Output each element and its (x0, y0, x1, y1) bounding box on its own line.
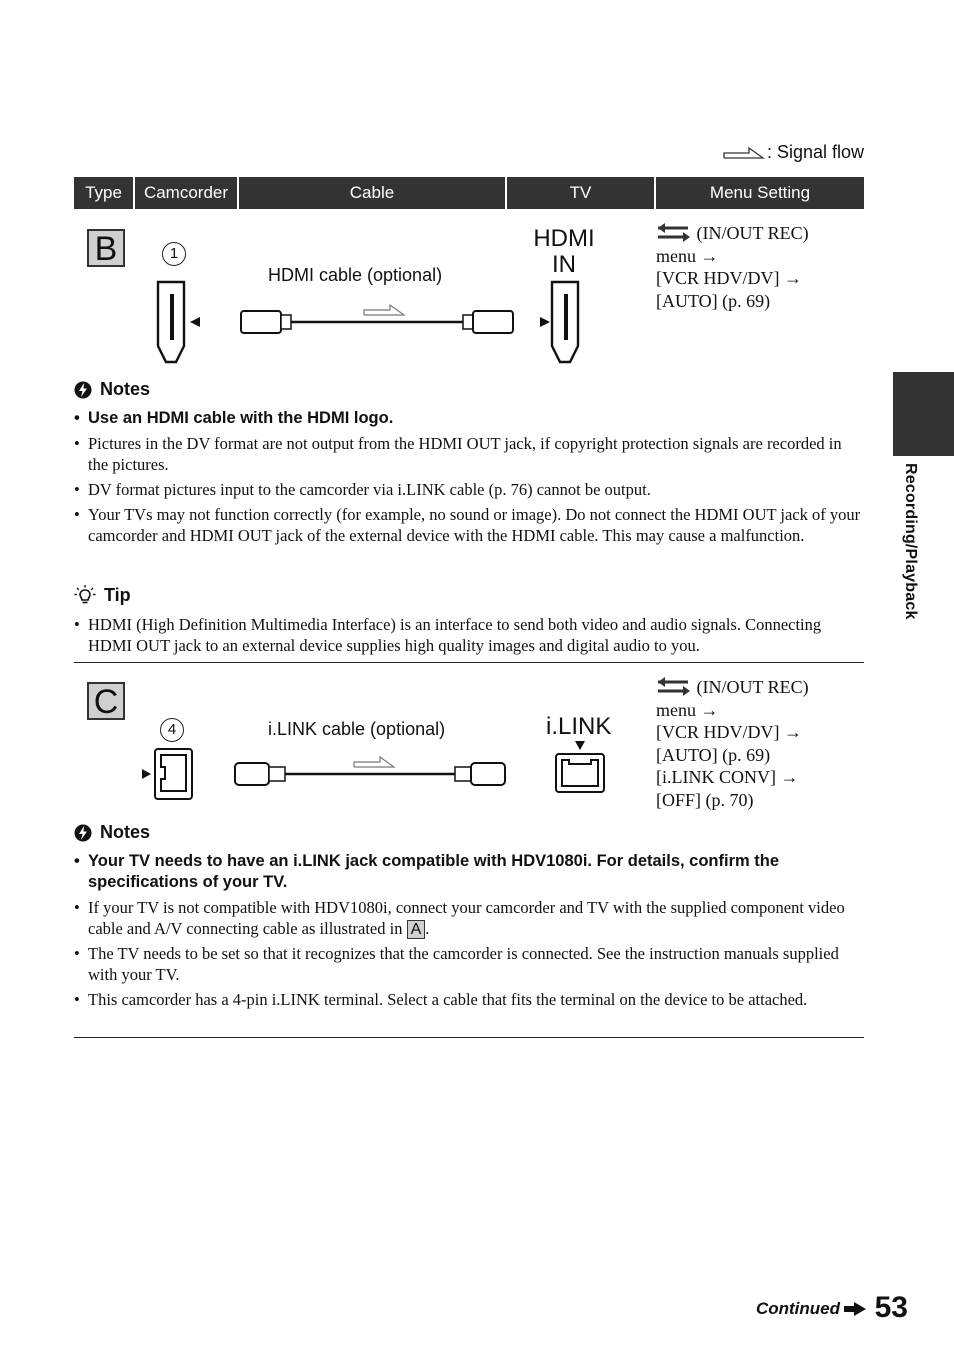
ilink-tv-label: i.LINK (546, 713, 612, 740)
notes-b (74, 379, 864, 550)
ilink-tv-jack-icon (552, 740, 608, 796)
signal-flow-label: : Signal flow (766, 142, 864, 162)
list-item: • If your TV is not compatible with HDV1080i, connect your camcorder and TV with the supplied component video cable and A/V connecting cable as illustrated in A . (74, 897, 864, 939)
in-out-rec-icon (656, 676, 692, 696)
ref-letter-a: A (407, 920, 426, 939)
notes-c-list (74, 851, 864, 1010)
camcorder-jack-number-b: 1 (162, 242, 186, 266)
side-tab (893, 372, 954, 456)
menu-setting-c: (IN/OUT REC) menu → [VCR HDV/DV] → [AUTO] (p. 69) [i.LINK CONV] → [OFF] (p. 70) (656, 677, 809, 810)
arrow-right-icon (844, 1302, 866, 1316)
signal-flow-legend (723, 142, 864, 163)
list-item: • Pictures in the DV format are not output from the HDMI OUT jack, if copyright protection signals are recorded in the pictures. (74, 433, 864, 475)
section-divider-bottom (74, 1037, 864, 1038)
notes-c-heading: Notes (74, 822, 864, 843)
notes-icon (74, 824, 92, 842)
signal-flow-arrow-icon (723, 145, 765, 161)
side-tab-label: Recording/Playback (902, 463, 919, 620)
list-item: • Your TVs may not function correctly (for example, no sound or image). Do not connect the HDMI OUT jack of your camcorder and HDMI OUT jack of the external device with the HDMI cable. This may cause a malfunction. (74, 504, 864, 546)
camcorder-jack-number-c: 4 (160, 718, 184, 742)
page-number: 53 (874, 1291, 908, 1324)
hdmi-in-label: HDMI IN (533, 225, 595, 278)
section-divider (74, 662, 864, 663)
hdmi-cable-label: HDMI cable (optional) (268, 265, 443, 285)
menu-setting-b: (IN/OUT REC) menu → [VCR HDV/DV] → [AUTO] (p. 69) (656, 223, 809, 311)
ilink-cable-icon (232, 752, 512, 796)
header-cable: Cable (239, 177, 505, 209)
section-letter-c: C (87, 682, 125, 720)
hdmi-in-jack-icon (538, 280, 588, 366)
list-item: • DV format pictures input to the camcorder via i.LINK cable (p. 76) cannot be output. (74, 479, 864, 500)
ilink-cable-label: i.LINK cable (optional) (268, 719, 446, 739)
header-tv: TV (507, 177, 654, 209)
header-camcorder: Camcorder (135, 177, 237, 209)
list-item: • The TV needs to be set so that it recognizes that the camcorder is connected. See the instruction manuals supplied with your TV. (74, 943, 864, 985)
continued-indicator: Continued (756, 1299, 866, 1319)
list-item: • Use an HDMI cable with the HDMI logo. (74, 408, 864, 429)
hdmi-out-jack-icon (154, 280, 204, 366)
header-type: Type (74, 177, 133, 209)
ilink-camcorder-jack-icon (140, 746, 196, 802)
notes-b-heading: Notes (74, 379, 864, 400)
notes-icon (74, 381, 92, 399)
notes-b-list (74, 408, 864, 546)
in-out-rec-icon (656, 222, 692, 242)
tip-list (74, 614, 864, 656)
hdmi-cable-icon (238, 300, 518, 344)
notes-c (74, 822, 864, 1014)
header-menu-setting: Menu Setting (656, 177, 864, 209)
list-item: • Your TV needs to have an i.LINK jack compatible with HDV1080i. For details, confirm the specifications of your TV. (74, 851, 864, 893)
tip-section (74, 584, 864, 660)
list-item: • HDMI (High Definition Multimedia Interface) is an interface to send both video and audio signals. Connecting HDMI OUT jack to an external device supplies high quality images and digital audio to you. (74, 614, 864, 656)
lightbulb-icon (74, 584, 96, 606)
tip-heading: Tip (74, 584, 864, 606)
table-header (74, 177, 864, 209)
section-letter-b: B (87, 229, 125, 267)
list-item: • This camcorder has a 4-pin i.LINK terminal. Select a cable that fits the terminal on the device to be attached. (74, 989, 864, 1010)
